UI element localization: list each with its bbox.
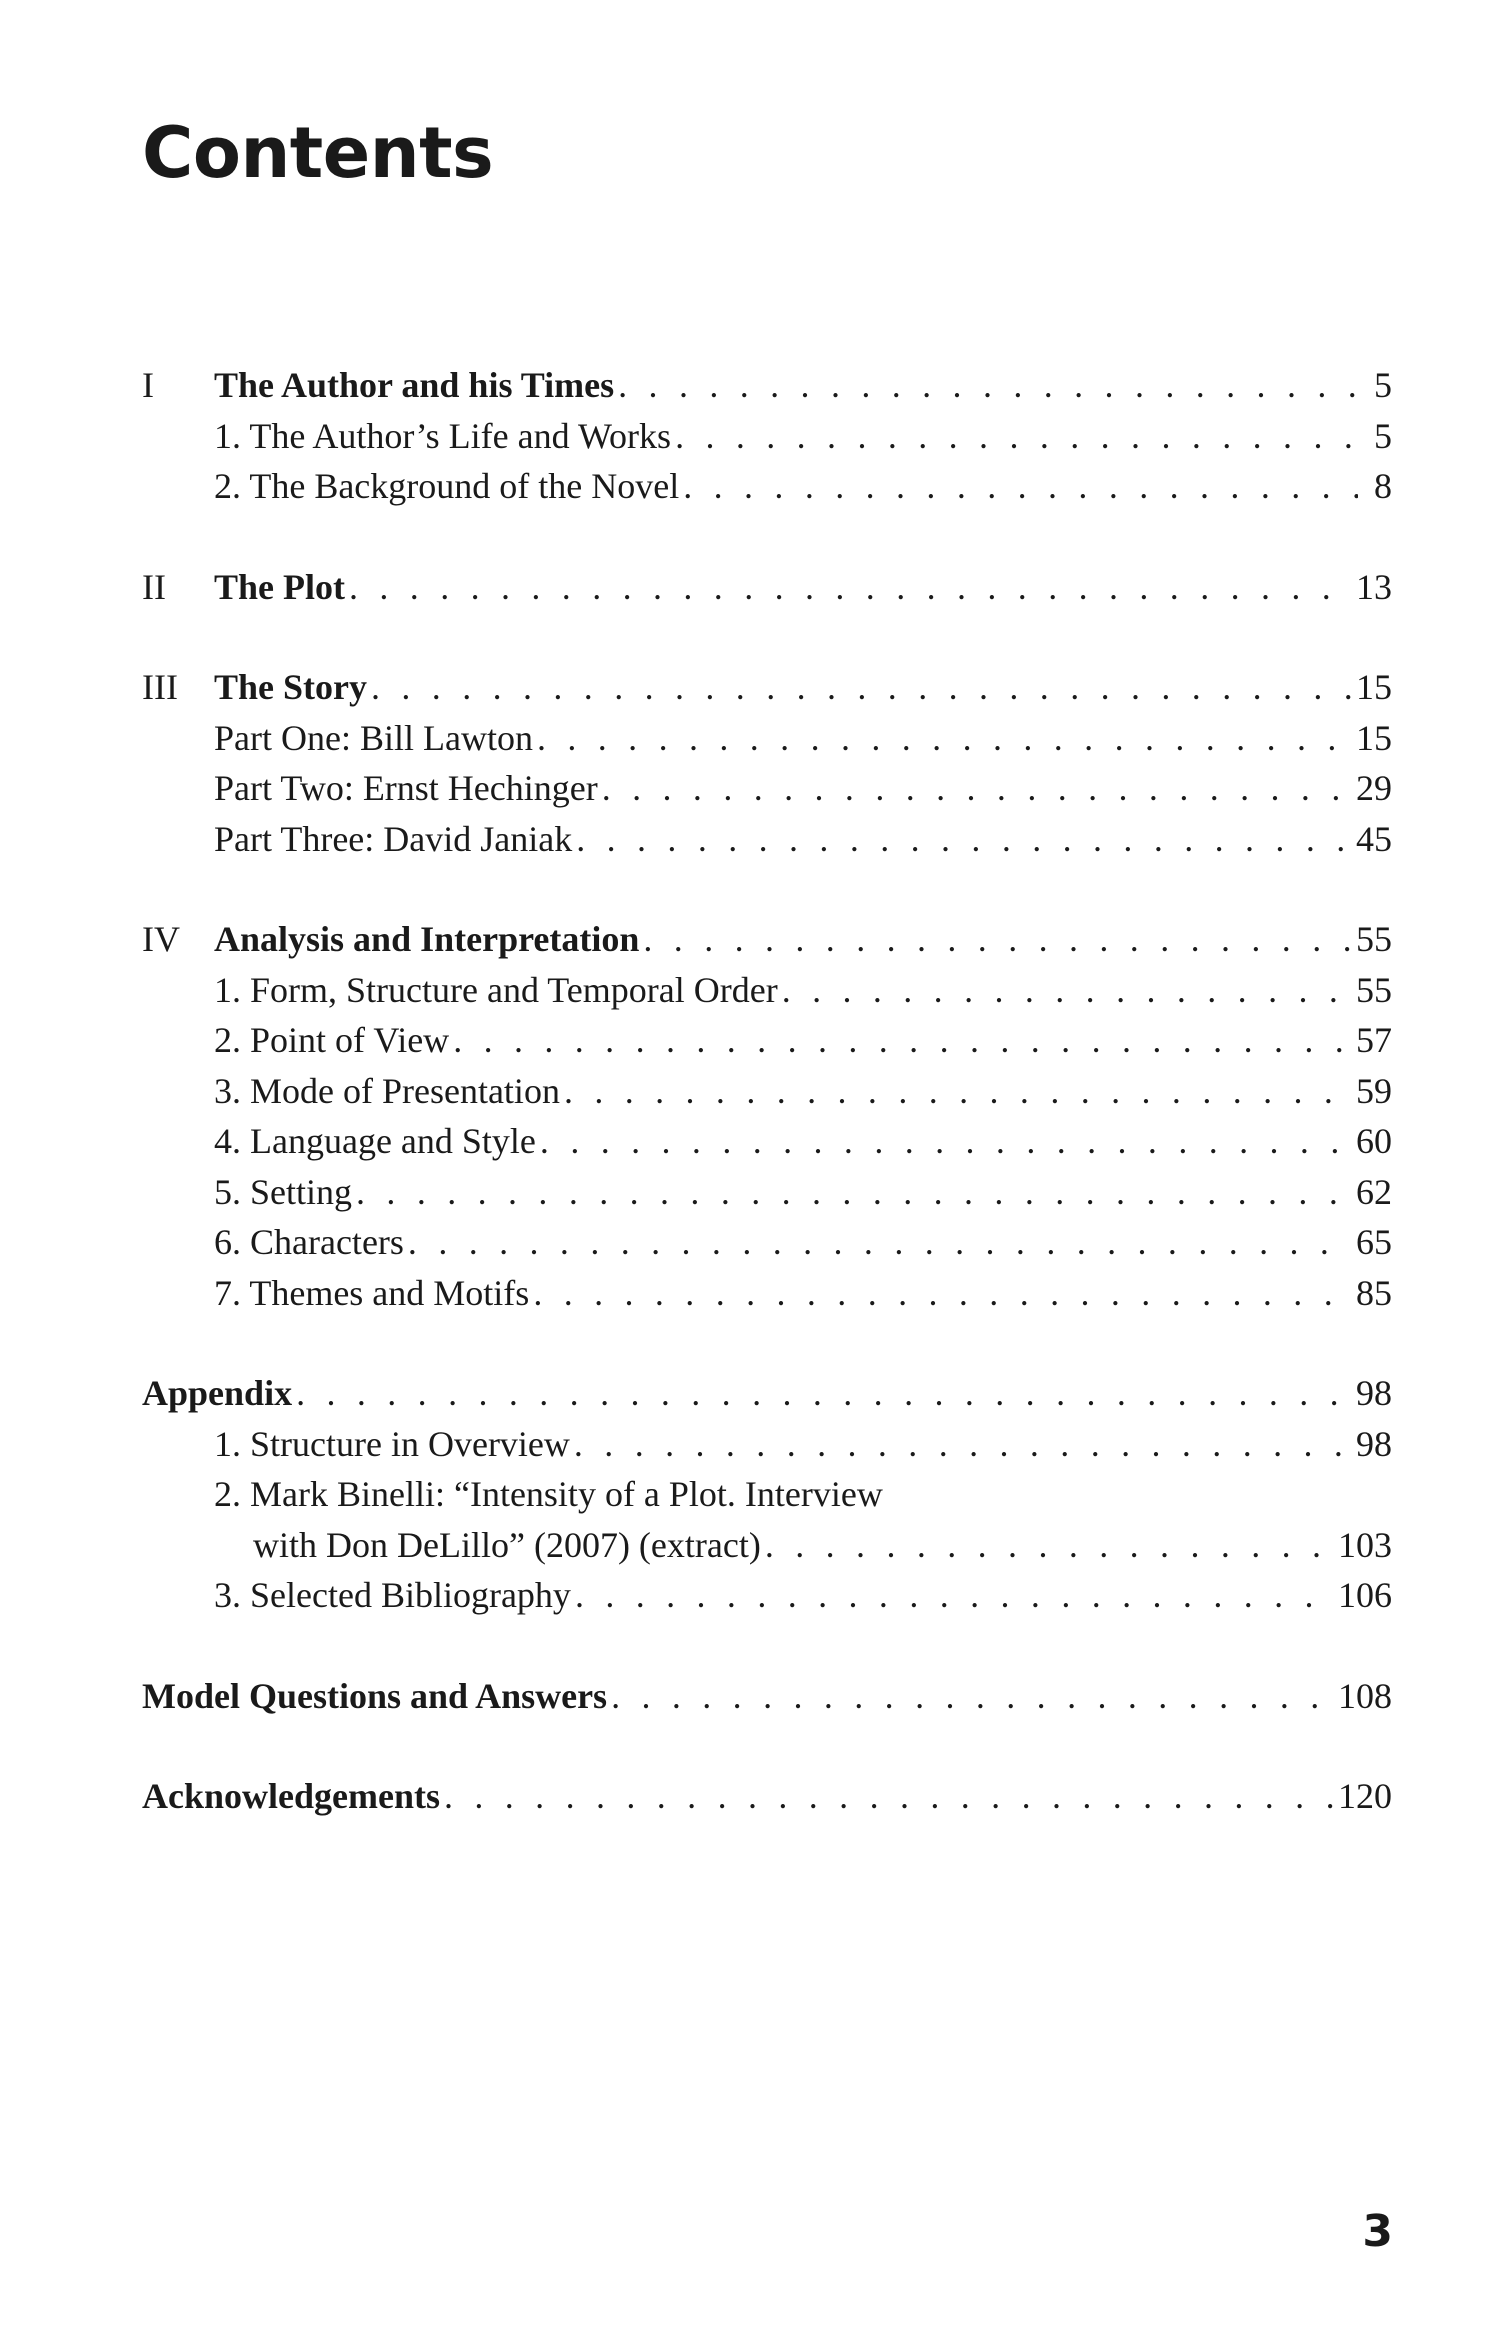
toc-entry-title: The Author and his Times <box>214 360 618 411</box>
dot-leader <box>765 1520 1334 1571</box>
toc-entry-page: 106 <box>1338 1575 1392 1615</box>
toc-entry-page: 15 <box>1356 667 1392 707</box>
section-numeral: II <box>142 566 166 607</box>
toc-section <box>142 914 1392 1318</box>
dot-leader <box>537 713 1352 764</box>
toc-entry-page: 5 <box>1374 415 1392 456</box>
dot-leader <box>533 1268 1352 1319</box>
toc-entry-title: 1. Form, Structure and Temporal Order <box>214 965 782 1016</box>
toc-entry-page: 8 <box>1374 466 1392 506</box>
dot-leader <box>611 1671 1334 1722</box>
table-of-contents <box>142 360 1392 1872</box>
toc-entry[interactable] <box>142 360 1392 411</box>
toc-entry[interactable] <box>142 1771 1392 1822</box>
toc-entry-page: 55 <box>1356 919 1392 959</box>
toc-entry-page: 59 <box>1356 1070 1392 1111</box>
toc-section <box>142 1368 1392 1621</box>
dot-leader <box>296 1368 1352 1419</box>
toc-entry-title: 3. Mode of Presentation <box>214 1066 564 1117</box>
toc-entry-page: 60 <box>1356 1121 1392 1161</box>
toc-section <box>142 360 1392 512</box>
dot-leader <box>683 461 1358 512</box>
toc-entry[interactable] <box>142 562 1392 613</box>
dot-leader <box>371 662 1352 713</box>
dot-leader <box>453 1015 1352 1066</box>
toc-entry[interactable] <box>142 914 1392 965</box>
toc-entry[interactable] <box>142 763 1392 814</box>
toc-section <box>142 1771 1392 1822</box>
toc-entry-page: 108 <box>1338 1675 1392 1716</box>
toc-entry-page: 62 <box>1356 1171 1392 1212</box>
toc-entry-title: 6. Characters <box>214 1217 408 1268</box>
toc-entry[interactable] <box>142 713 1392 764</box>
toc-entry[interactable] <box>142 1015 1392 1066</box>
dot-leader <box>576 814 1352 865</box>
toc-entry-title: Acknowledgements <box>142 1771 444 1822</box>
toc-entry[interactable] <box>142 1520 1392 1571</box>
toc-entry[interactable] <box>142 1217 1392 1268</box>
toc-entry-title: Part Two: Ernst Hechinger <box>214 763 602 814</box>
toc-entry-page: 5 <box>1374 365 1392 405</box>
page-number: 3 <box>1362 2206 1393 2257</box>
dot-leader <box>444 1771 1334 1822</box>
dot-leader <box>643 914 1352 965</box>
toc-entry-page: 120 <box>1338 1776 1392 1816</box>
toc-entry-title: Part One: Bill Lawton <box>214 713 537 764</box>
toc-entry-title: with Don DeLillo” (2007) (extract) <box>253 1520 765 1571</box>
toc-entry-title: Analysis and Interpretation <box>214 914 643 965</box>
toc-entry-title: Appendix <box>142 1368 296 1419</box>
toc-entry[interactable] <box>142 662 1392 713</box>
toc-section <box>142 662 1392 864</box>
toc-entry-page: 15 <box>1356 717 1392 758</box>
toc-entry-title: The Story <box>214 662 371 713</box>
dot-leader <box>408 1217 1352 1268</box>
toc-entry[interactable] <box>142 461 1392 512</box>
toc-section <box>142 1671 1392 1722</box>
toc-entry-title: The Plot <box>214 562 349 613</box>
toc-entry-title: 5. Setting <box>214 1167 356 1218</box>
page-title: Contents <box>142 112 494 194</box>
dot-leader <box>602 763 1352 814</box>
dot-leader <box>782 965 1352 1016</box>
toc-entry-page: 98 <box>1356 1373 1392 1413</box>
toc-entry[interactable] <box>142 1116 1392 1167</box>
toc-entry[interactable] <box>142 411 1392 462</box>
toc-entry-page: 55 <box>1356 969 1392 1010</box>
toc-entry-page: 29 <box>1356 768 1392 808</box>
toc-entry-title: Model Questions and Answers <box>142 1671 611 1722</box>
toc-entry-title: 7. Themes and Motifs <box>214 1268 533 1319</box>
toc-entry-title: 4. Language and Style <box>214 1116 540 1167</box>
section-numeral: III <box>142 667 178 707</box>
dot-leader <box>349 562 1352 613</box>
toc-entry[interactable] <box>142 1066 1392 1117</box>
dot-leader <box>540 1116 1352 1167</box>
dot-leader <box>675 411 1358 462</box>
toc-entry[interactable] <box>142 1368 1392 1419</box>
toc-entry-page: 57 <box>1356 1020 1392 1060</box>
toc-entry-title: 1. The Author’s Life and Works <box>214 411 675 462</box>
toc-entry[interactable] <box>142 1671 1392 1722</box>
toc-entry-title: 1. Structure in Overview <box>214 1419 574 1470</box>
toc-entry-title: 2. The Background of the Novel <box>214 461 683 512</box>
section-numeral: I <box>142 365 154 405</box>
toc-section <box>142 562 1392 613</box>
dot-leader <box>575 1570 1334 1621</box>
toc-entry[interactable] <box>142 1167 1392 1218</box>
toc-entry-page: 98 <box>1356 1423 1392 1464</box>
toc-entry[interactable] <box>142 814 1392 865</box>
toc-entry[interactable] <box>142 965 1392 1016</box>
dot-leader <box>564 1066 1352 1117</box>
toc-entry-page: 13 <box>1356 566 1392 607</box>
toc-entry-title: 2. Point of View <box>214 1015 453 1066</box>
toc-entry-page: 85 <box>1356 1272 1392 1313</box>
toc-entry[interactable] <box>142 1469 1392 1520</box>
toc-entry[interactable] <box>142 1268 1392 1319</box>
toc-entry-title: Part Three: David Janiak <box>214 814 576 865</box>
dot-leader <box>618 360 1358 411</box>
dot-leader <box>356 1167 1352 1218</box>
toc-entry-page: 45 <box>1356 818 1392 859</box>
toc-entry-title: 2. Mark Binelli: “Intensity of a Plot. Interview <box>214 1474 883 1514</box>
toc-entry[interactable] <box>142 1570 1392 1621</box>
dot-leader <box>574 1419 1352 1470</box>
toc-entry[interactable] <box>142 1419 1392 1470</box>
toc-entry-page: 65 <box>1356 1222 1392 1262</box>
toc-entry-page: 103 <box>1338 1524 1392 1565</box>
toc-entry-title: 3. Selected Bibliography <box>214 1570 575 1621</box>
section-numeral: IV <box>142 919 180 959</box>
